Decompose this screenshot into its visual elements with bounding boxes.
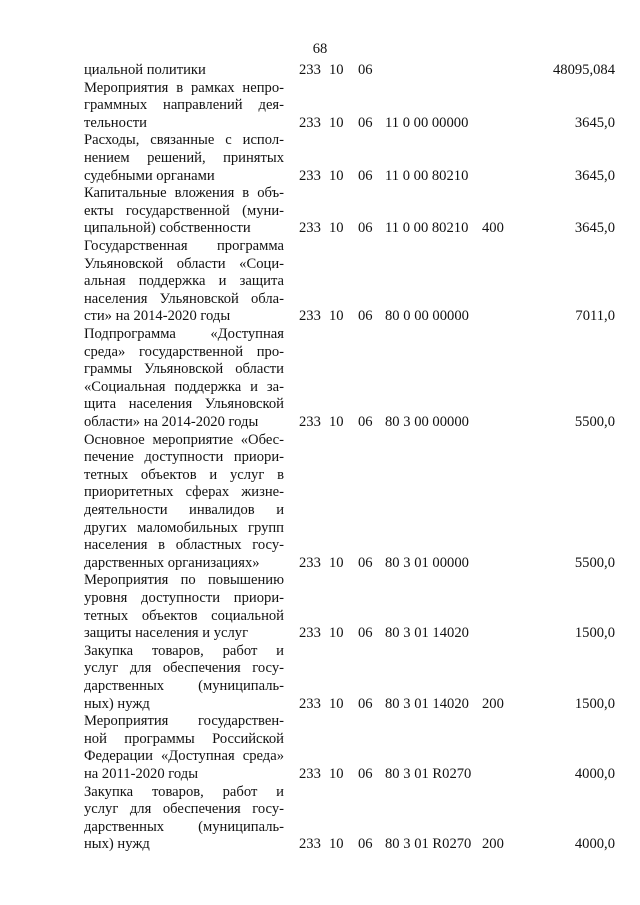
ministry-code: 233	[299, 836, 321, 853]
ministry-code: 233	[299, 765, 321, 782]
ministry-code: 233	[299, 413, 321, 430]
amount: 1500,0	[574, 625, 615, 642]
amount: 5500,0	[574, 413, 615, 430]
section-code: 10	[329, 554, 344, 571]
description-line: Основное мероприятие «Обес-	[84, 431, 284, 448]
description-line: екты государственной (муни-	[84, 202, 284, 219]
description-line: Мероприятия по повышению	[84, 572, 284, 589]
subsection-code: 06	[358, 220, 373, 237]
subsection-code: 06	[358, 62, 373, 78]
description-line: Закупка товаров, работ и	[84, 642, 284, 659]
description-line: защиты населения и услуг	[84, 625, 249, 642]
description-line: ных) нужд	[84, 695, 150, 712]
section-code: 10	[329, 836, 344, 853]
subsection-code: 06	[358, 308, 373, 325]
section-code: 10	[329, 413, 344, 430]
ministry-code: 233	[299, 554, 321, 571]
subsection-code: 06	[358, 765, 373, 782]
target-article-code: 11 0 00 80210	[385, 220, 469, 237]
ministry-code: 233	[299, 695, 321, 712]
table-row	[84, 643, 615, 713]
subsection-code: 06	[358, 836, 373, 853]
description-line: Капитальные вложения в объ-	[84, 185, 284, 202]
description-line: тельности	[84, 114, 147, 131]
description-line: Государственная программа	[84, 238, 284, 254]
row-description	[84, 432, 284, 573]
row-description	[84, 132, 284, 185]
description-line: услуг для обеспечения госу-	[84, 660, 284, 677]
section-code: 10	[329, 765, 344, 782]
description-line: дарственных организациях»	[84, 554, 260, 571]
description-line: граммы Ульяновской области	[84, 361, 284, 378]
row-description	[84, 80, 284, 133]
target-article-code: 80 3 01 00000	[385, 554, 469, 571]
subsection-code: 06	[358, 625, 373, 642]
row-description	[84, 238, 284, 326]
description-line: циальной политики	[84, 62, 206, 78]
description-line: нением решений, принятых	[84, 149, 284, 166]
description-line: печение доступности приори-	[84, 449, 284, 466]
description-line: «Социальная поддержка и за-	[84, 378, 284, 395]
amount: 3645,0	[574, 167, 615, 184]
description-line: тетных объектов и услуг в	[84, 466, 284, 483]
description-line: уровня доступности приори-	[84, 589, 284, 606]
amount: 48095,084	[552, 62, 615, 78]
description-line: граммных направлений дея-	[84, 97, 284, 114]
description-line: судебными органами	[84, 167, 215, 184]
row-description	[84, 185, 284, 238]
ministry-code: 233	[299, 220, 321, 237]
section-code: 10	[329, 114, 344, 131]
amount: 4000,0	[574, 836, 615, 853]
amount: 4000,0	[574, 765, 615, 782]
target-article-code: 80 3 01 14020	[385, 695, 469, 712]
description-line: Ульяновской области «Соци-	[84, 255, 284, 272]
table-row	[84, 432, 615, 573]
row-description	[84, 62, 284, 80]
description-line: сти» на 2014-2020 годы	[84, 308, 231, 325]
target-article-code: 80 3 00 00000	[385, 413, 469, 430]
subsection-code: 06	[358, 114, 373, 131]
table-row	[84, 132, 615, 185]
page-number: 68	[312, 41, 328, 57]
description-line: приоритетных сферах жизне-	[84, 484, 284, 501]
target-article-code: 80 3 01 R0270	[385, 836, 472, 853]
description-line: населения Ульяновской обла-	[84, 290, 284, 307]
description-line: других маломобильных групп	[84, 519, 284, 536]
ministry-code: 233	[299, 308, 321, 325]
ministry-code: 233	[299, 625, 321, 642]
amount: 1500,0	[574, 695, 615, 712]
description-line: тетных объектов социальной	[84, 607, 284, 624]
description-line: Подпрограмма «Доступная	[84, 326, 284, 342]
row-description	[84, 713, 284, 783]
target-article-code: 80 3 01 14020	[385, 625, 469, 642]
table-row	[84, 80, 615, 133]
description-line: ных) нужд	[84, 836, 150, 853]
amount: 7011,0	[575, 308, 615, 325]
description-line: на 2011-2020 годы	[84, 765, 199, 782]
row-description	[84, 326, 284, 432]
subsection-code: 06	[358, 413, 373, 430]
description-line: Закупка товаров, работ и	[84, 783, 284, 800]
section-code: 10	[329, 167, 344, 184]
description-line: щита населения Ульяновской	[84, 396, 284, 413]
expense-type-code: 400	[482, 220, 504, 237]
row-description	[84, 572, 284, 642]
section-code: 10	[329, 625, 344, 642]
section-code: 10	[329, 220, 344, 237]
description-line: области» на 2014-2020 годы	[84, 413, 259, 430]
description-line: ципальной) собственности	[84, 220, 251, 237]
description-line: Федерации «Доступная среда»	[84, 748, 284, 765]
amount: 3645,0	[574, 114, 615, 131]
table-row	[84, 62, 615, 80]
section-code: 10	[329, 308, 344, 325]
ministry-code: 233	[299, 62, 321, 78]
description-line: услуг для обеспечения госу-	[84, 801, 284, 818]
target-article-code: 11 0 00 00000	[385, 114, 469, 131]
description-line: Мероприятия государствен-	[84, 713, 284, 730]
row-description	[84, 784, 284, 854]
ministry-code: 233	[299, 167, 321, 184]
expense-type-code: 200	[482, 695, 504, 712]
table-row	[84, 238, 615, 326]
expense-type-code: 200	[482, 836, 504, 853]
table-row	[84, 784, 615, 854]
table-row	[84, 713, 615, 783]
amount: 5500,0	[574, 554, 615, 571]
target-article-code: 80 0 00 00000	[385, 308, 469, 325]
description-line: населения в областных госу-	[84, 537, 284, 554]
description-line: ной программы Российской	[84, 730, 284, 747]
amount: 3645,0	[574, 220, 615, 237]
target-article-code: 11 0 00 80210	[385, 167, 469, 184]
row-description	[84, 643, 284, 713]
description-line: Расходы, связанные с испол-	[84, 132, 284, 149]
subsection-code: 06	[358, 167, 373, 184]
table-row	[84, 326, 615, 432]
description-line: альная поддержка и защита	[84, 273, 284, 290]
description-line: Мероприятия в рамках непро-	[84, 79, 284, 96]
ministry-code: 233	[299, 114, 321, 131]
description-line: среда» государственной про-	[84, 343, 284, 360]
description-line: дарственных (муниципаль-	[84, 677, 284, 694]
table-row	[84, 185, 615, 238]
table-row	[84, 572, 615, 642]
subsection-code: 06	[358, 695, 373, 712]
section-code: 10	[329, 695, 344, 712]
section-code: 10	[329, 62, 344, 78]
target-article-code: 80 3 01 R0270	[385, 765, 472, 782]
description-line: деятельности инвалидов и	[84, 501, 284, 518]
description-line: дарственных (муниципаль-	[84, 818, 284, 835]
subsection-code: 06	[358, 554, 373, 571]
